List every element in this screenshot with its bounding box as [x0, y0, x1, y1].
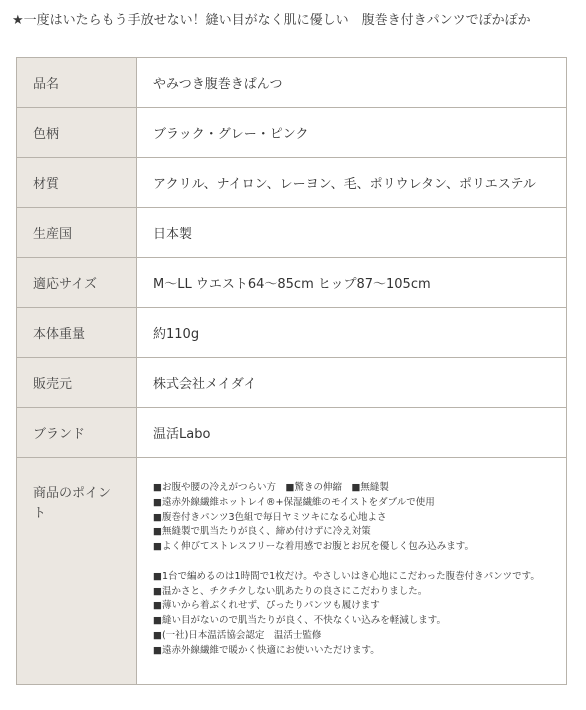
spec-label: ブランド: [17, 408, 137, 458]
spec-value: 株式会社メイダイ: [137, 358, 567, 408]
spec-label: 適応サイズ: [17, 258, 137, 308]
spec-row-weight: [17, 308, 567, 358]
spec-label: 生産国: [17, 208, 137, 258]
point-line: ■遠赤外線繊維ホットレイ®+保湿繊維のモイストをダブルで使用: [153, 496, 435, 508]
point-line: ■薄いから着ぶくれせず、ぴったりパンツも履けます: [153, 600, 380, 612]
spec-value: やみつき腹巻きぱんつ: [137, 58, 567, 108]
points-list: [153, 458, 566, 659]
headline: ★一度はいたらもう手放せない！縫い目がなく肌に優しい 腹巻き付きパンツでぽかぽか: [12, 13, 531, 28]
spec-row-points: [17, 458, 567, 685]
spec-row-seller: [17, 358, 567, 408]
points-label-cell: [17, 458, 137, 685]
spec-row-product-name: [17, 58, 567, 108]
point-line: ■腹巻付きパンツ3色組で毎日ヤミツキになる心地よさ: [153, 511, 387, 523]
point-line: ■1台で編めるのは1時間で1枚だけ。やさしいはき心地にこだわった腹巻付きパンツです。: [153, 570, 540, 582]
spec-value: 温活Labo: [137, 408, 567, 458]
spec-row-material: [17, 158, 567, 208]
spec-label: 材質: [17, 158, 137, 208]
spec-row-color: [17, 108, 567, 158]
point-line: ■(一社)日本温活協会認定 温活士監修: [153, 629, 322, 641]
spec-value: ブラック・グレー・ピンク: [137, 108, 567, 158]
spec-value: M〜LL ウエスト64〜85cm ヒップ87〜105cm: [137, 258, 567, 308]
spec-row-country: [17, 208, 567, 258]
points-label: 商品のポイント: [33, 486, 112, 521]
spec-label: 品名: [17, 58, 137, 108]
point-line: ■お腹や腰の冷えがつらい方 ■驚きの伸縮 ■無縫製: [153, 482, 389, 493]
spec-row-size: [17, 258, 567, 308]
point-line: ■無縫製で肌当たりが良く、締め付けずに冷え対策: [153, 526, 371, 538]
spec-label: 色柄: [17, 108, 137, 158]
spec-label: 本体重量: [17, 308, 137, 358]
spec-label: 販売元: [17, 358, 137, 408]
spec-value: 日本製: [137, 208, 567, 258]
point-line: ■縫い目がないので肌当たりが良く、不快なくい込みを軽減します。: [153, 615, 447, 627]
point-line: ■遠赤外線繊維で暖かく快適にお使いいただけます。: [153, 644, 380, 656]
points-value-cell: [137, 458, 567, 685]
spec-table: [16, 57, 567, 685]
point-line: ■温かさと、チクチクしない肌あたりの良さにこだわりました。: [153, 585, 428, 597]
point-line: ■よく伸びてストレスフリーな着用感でお腹とお尻を優しく包み込みます。: [153, 541, 475, 553]
point-spacer: [153, 555, 556, 570]
spec-value: 約110g: [137, 308, 567, 358]
spec-row-brand: [17, 408, 567, 458]
spec-value: アクリル、ナイロン、レーヨン、毛、ポリウレタン、ポリエステル: [137, 158, 567, 208]
